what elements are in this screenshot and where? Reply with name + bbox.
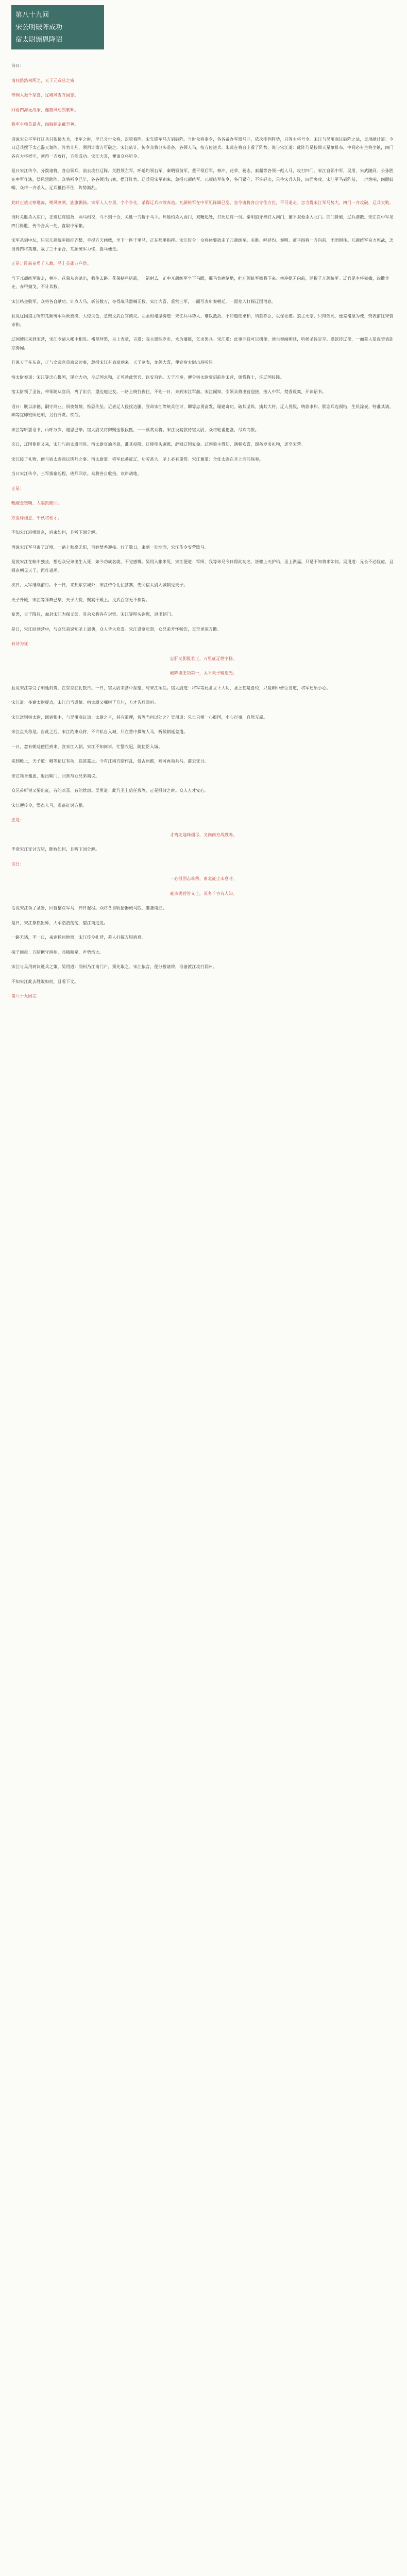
paragraph: 宋江便传令，整点人马，准备征讨方腊。 [11, 803, 87, 808]
poem-intro: 诗曰： [11, 861, 24, 867]
poem-line: 豪杰满营皆义士，英名千古有人知。 [169, 891, 238, 896]
paragraph: 来到殿上，天子道：卿等征辽有功，朕甚嘉之。今有江南方腊作乱，侵占州郡，卿可再领兵马，前去征讨。 [11, 759, 209, 764]
poem-intro: 正是： [11, 486, 24, 491]
paragraph: 当日宋江传令，三军拔寨起程，班师回京。众将各自收拾，欢声动地。 [11, 471, 142, 476]
paragraph: 是日宋江传令，分拨诸将，各自领兵，前去攻打辽阵。关胜领左军，呼延灼领右军，秦明领前军，董平领后军，林冲、花荣、杨志、索超等各领一彪人马，攻打四门。宋江自领中军，吴用、朱武随同。公孙胜在中军作法，祭风雷助阵。众将听令已毕，各各领兵出寨，摆开阵势。辽兵见宋军到来，急报兀颜统军。兀颜统军传令，各门紧守，不许轻出，只待宋兵入阵，四面夹攻。宋江军马到阵前，一声炮响，四面鼓噪，众将一齐杀入。辽兵抵挡不住，阵势渐乱。 [11, 168, 394, 190]
paragraph: 次日，辽国使臣又来，宋江与宿太尉同见。宿太尉宣谕圣意，准其投降，辽使叩头谢恩，辞回辽国复命。辽国狼主得知，满朝欢喜，即备岁币礼物，送至宋营。 [11, 442, 306, 447]
paragraph: 宋江点头称是。自此之后，宋江约束众将，不许私自入城，只在营中操练人马，听候朝廷差遣。 [11, 730, 188, 734]
poem-line: 才离北地烽烟尽，又向南方战鼓鸣。 [169, 832, 238, 837]
poem-line: 一心报国志难移，南北征尘未息时。 [169, 876, 238, 881]
paragraph: 话说宋公平军打辽兵只依傍大兵，出军之时，早已分付众将，次第看阵。宋先锋军马方到破阵。当时众将奉令，各各备办军器马匹，依次排列阵势，只等主将号令。宋江与吴用商议破阵之法，吴用献计道：今日辽兵摆下太乙混天象阵，阵势非凡，须用计策方可破之。宋江依计，传令众将分头准备，各领人马，按方位进兵。朱武在将台上看了阵势，说与宋江道：此阵乃是按周天星象排布，中间必有主将坐镇，四门各有大将把守，须得一齐攻打，方能成功。宋江大喜，便请众将听令。 [11, 137, 394, 159]
paragraph: 宋江等听罢诏书，山呼万岁，谢恩已毕。宿太尉又将御赐金银段匹，一一颁赏众将。宋江设宴款待宿太尉，众将轮番把盏，尽欢而散。 [11, 427, 259, 432]
paragraph: 辽国使臣来到宋营，宋江令请入帐中相见。褚坚拜罢，呈上表章，言道：我主愿纳岁币，永为藩属，乞求罢兵。宋江道：此事非我可以擅便，须当奏闻朝廷，听候圣旨定夺。遂款待辽使，一面差人星夜赍表赴京奏闻。 [11, 337, 394, 350]
paragraph: 宿太尉领了圣旨，带领随从官员，离了东京，望边庭进发。一路上晓行夜住，不则一日，来到宋江军前。宋江闻知，引领众将出营迎接，接入中军，焚香设案，开读诏书。 [11, 389, 327, 394]
chapter-title-line-2: 宿太尉颁恩降诏 [15, 36, 63, 44]
poem-line: 将军主帅英雄者，四海朝宗戴至尊。 [11, 122, 79, 127]
paragraph: 天子升殿，宋江等拜舞已毕，天子大悦，赐宴于殿上。文武百官无不称贺。 [11, 597, 150, 602]
paragraph: 是日，宋江回到营中，与众兄弟说知圣上恩典，众人皆大欢喜。宋江设宴庆贺，众兄弟开怀畅饮，直至更深方散。 [11, 626, 222, 632]
paragraph: 再说宋江军马离了辽境，一路上秋毫无犯，百姓焚香迎接。行了数日，来到一处地面，宋江传令安营歇马。 [11, 545, 209, 550]
paragraph: 一日，忽有朝廷使臣到来，宣宋江入朝。宋江不知何事，忙整衣冠，随使臣入城。 [11, 744, 163, 749]
paragraph: 宋江与吴用商议进兵之策，吴用道：润州乃江南门户，须先取之。宋江依言，便分拨诸将，准备渡江攻打润州。 [11, 964, 217, 969]
paragraph: 一路无话，不一日，来到扬州地面，宋江传令扎营，差人打探方腊消息。 [11, 935, 146, 940]
paragraph: 毕竟宋江征讨方腊，胜败如何，且听下回分解。 [11, 847, 100, 852]
poem-intro: 正是： [11, 818, 24, 822]
paragraph: 众兄弟听说又要出征，有的欢喜，有的忧虑。吴用道：此乃圣上信任我等，正是报效之时。众人方才安心。 [11, 788, 209, 793]
chapter-header [11, 5, 104, 49]
chapter-number: 第八十九回 [15, 11, 49, 19]
poem-line: 鞭敲金镫响，人唱凯歌回。 [11, 501, 62, 505]
article-body [11, 62, 396, 1007]
paragraph: 且说辽国狼主听知兀颜统军兵败被擒，大惊失色，急聚文武百官商议。左丞相褚坚奏道：宋江兵马势大，难以抵敌，不如遣使求和，纳款称臣，以保社稷。狼主无奈，只得依允，便差褚坚为使，赍表前往宋营求和。 [11, 314, 394, 327]
paragraph: 不知宋江班师回京，后来如何，且听下回分解。 [11, 530, 100, 535]
poem-line: 帝阙大振千家喜，辽城风雪万国悲。 [11, 93, 79, 97]
highlight-paragraph: 正是：阵前奋勇千人敌，马上英雄万户侯。 [11, 261, 91, 266]
paragraph: 诏曰：朕以凉德，嗣守鸿业，夙夜兢兢，惟恐失坠。近者辽人侵扰边疆，朕命宋江等统兵征讨，卿等忠勇奋发，屡建奇功，破其坚阵，擒其大将，辽人畏服，纳款求和。朕念兵连祸结，生民涂炭，特准其请。卿等宜即班师还朝，另行升赏。钦哉。 [11, 404, 394, 417]
paragraph: 次日，大军继续前行。不一日，来到东京城外，宋江传令扎住营寨，先同宿太尉入城朝见天子。 [11, 583, 188, 587]
paragraph: 当下兀颜统军败走，林冲、花荣从旁杀出，截住去路。花荣拈弓搭箭，一箭射去，正中兀颜统军坐下马眼，那马负痛倒地，把兀颜统军掀将下来。林冲挺矛向前，活捉了兀颜统军。辽兵见主将被擒，四散奔走，弃甲抛戈，不计其数。 [11, 276, 389, 289]
poem-line: 忠肝义胆报君王，万里征辽姓字扬。 [169, 656, 238, 661]
poem-line: 万里烽烟息，千秋将相才。 [11, 515, 62, 520]
paragraph: 宋江道：多谢太尉提点，宋江自当谨慎。宿太尉又嘱咐了几句，方才告辞回府。 [11, 700, 159, 705]
paragraph: 宋江鸣金收军，众将各自献功。计点人马，斩首数万，夺得战马器械无数。宋江大喜，重赏三军，一面写表申奏朝廷，一面差人打探辽国消息。 [11, 299, 276, 304]
paragraph: 且说天子在东京，正与文武官员商议边事，忽报宋江有表章到来。天子览表，龙颜大喜，便宣宿太尉出班听旨。 [11, 360, 217, 365]
paragraph: 宋江接了礼物，便与宿太尉商议班师之事。宿太尉道：将军此番征辽，功劳甚大，圣上必有重赏。宋江谢道：全仗太尉在圣上面前保奏。 [11, 456, 263, 462]
paragraph: 且说宋江等受了朝廷封赏，在东京驻扎数日。一日，宿太尉来营中探望，与宋江闲话。宿太尉道：将军等此番立下大功，圣上甚是喜悦，只是朝中奸臣当道，将军还须小心。 [11, 685, 331, 690]
paragraph: 宋江领旨谢恩，退出朝门，回营与众兄弟商议。 [11, 773, 100, 778]
chapter-end: 第八十九回完 [11, 994, 37, 998]
paragraph: 话说宋江领了圣旨，回营整点军马，择日起程。众将各自收拾器械马匹，准备南征。 [11, 906, 167, 910]
poem-line: 请问浩浩何所之，天子元戎总之威 [11, 78, 75, 83]
paragraph: 不知宋江此去胜败如何，且看下文。 [11, 979, 79, 984]
highlight-paragraph: 此时正值天寒地冻，朔风凛冽，旌旗飘扬。宋军人人奋勇，个个争先，杀得辽兵四散奔逃。兀颜统军在中军见阵脚已乱，急令诸将各自守住方位，不可退走。怎当得宋江军马势大，四门一齐攻破，辽兵大败。 [11, 200, 394, 205]
paragraph: 是夜宋江在帐中独坐，想起众兄弟出生入死，如今功成名就，不觉感慨。吴用入帐来见，宋江便道：军师，我等弟兄今日得此功名，皆赖上天护佑，圣上洪福。只是不知将来如何。吴用道：兄长不必忧虑，且回京朝见天子，再作道理。 [11, 560, 394, 573]
poem-line: 回看四海无战争，旌旗风动凯歌辉。 [11, 107, 79, 112]
paragraph: 探子回报：方腊据守润州，兵精粮足，声势浩大。 [11, 950, 104, 955]
poem-intro: 有诗为证： [11, 641, 32, 646]
chapter-title-line-1: 宋公明破阵成功 [15, 24, 63, 31]
poem-line: 破阵擒王功第一，太平天子赐恩光。 [169, 671, 238, 675]
paragraph: 宋江送别宿太尉，回到帐中，与吴用商议道：太尉之言，甚有道理，我等当何以处之？吴用道：兄长只须一心报国，小心行事，自然无虞。 [11, 715, 268, 720]
paragraph: 宋军杀到中坛，只见兀颜统军披挂齐整，手提方天画戟，坐下一匹千里马，正在那里指挥。宋江传令：众将休要放走了兀颜统军。关胜、呼延灼、秦明、董平四将一齐向前，团团围住。兀颜统军奋力死战，怎当得四将英雄，战了三十余合，兀颜统军力怯，拨马便走。 [11, 238, 394, 251]
paragraph: 宿太尉奏道：宋江等忠心报国，屡立大功，今辽国求和，正可趁此罢兵，以安百姓。天子准奏，便令宿太尉赍诏前往宋营，颁赏将士，许辽国投降。 [11, 375, 284, 380]
paragraph: 诗曰： [11, 63, 24, 68]
paragraph: 宴罢，天子降旨，加封宋江为保义郎，其余众将各有封赏。宋江等叩头谢恩，退出朝门。 [11, 612, 175, 617]
paragraph: 当时关胜杀入东门，正遇辽将迎敌，两马相交，斗不到十合，关胜一刀斩于马下。呼延灼杀入西门，双鞭起处，打死辽将一员。秦明狼牙棒打入南门，董平双枪杀入北门。四门皆破，辽兵溃散。宋江在中军见四门得胜，传令合兵一处，直取中军帐。 [11, 215, 394, 228]
paragraph: 是日，宋江祭旗出师，大军浩浩荡荡，望江南进发。 [11, 920, 108, 925]
